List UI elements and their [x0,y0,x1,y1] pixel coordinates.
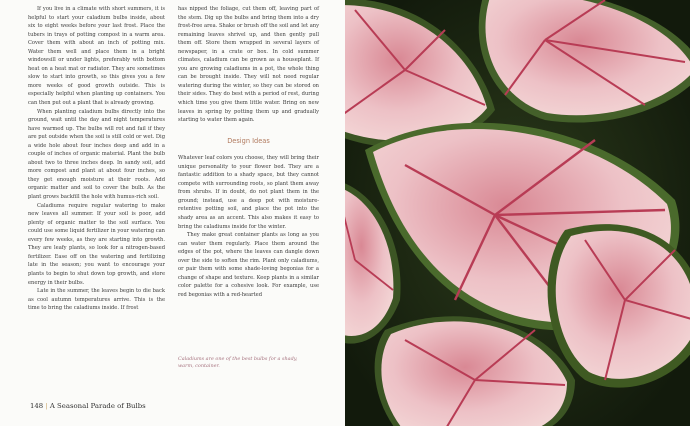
caladium-photo [345,0,690,426]
paragraph: Whatever leaf colors you choose, they will bring their unique personality to your flower bed. They are a fantastic addition to a shady space, but they cannot compete with surrounding roots, so plant them away from shrubs. If in doubt, do not plant them in the ground; instead, use a deep pot with moisture-retentive potting soil, and place the pot into the shady area as an accent. This also makes it easy to bring the caladiums inside for the winter. [178,155,319,230]
folio [30,402,146,410]
paragraph: If you live in a climate with short summers, it is helpful to start your caladium bulbs inside, about six to eight weeks before your last frost. Place the tubers in trays of potting compost in a warm area. Cover them with about an inch of potting mix. Water them well and place them in a bright windowsill or under lights, preferably with bottom heat on a heat mat or radiator. They are sometimes slow to start into growth, so this gives you a few more weeks of good growth outside. This is especially helpful when planting up containers. You can then put out a plant that is already growing. [28,6,165,107]
caladium-leaves-image [345,0,690,426]
paragraph: Caladiums require regular watering to make new leaves all summer. If your soil is poor, add plenty of organic matter to the soil surface. You could use some liquid fertilizer in your watering can every few weeks, as they are starting into growth. They are leafy plants, so look for a nitrogen-based fertilizer. Ease off on the watering and fertilizing late in the season; you want to encourage your plants to begin to shut down top growth, and store energy in their bulbs. [28,202,165,286]
running-title: A Seasonal Parade of Bulbs [49,402,146,410]
photo-caption: Caladiums are one of the best bulbs for a shady, warm, container. [178,355,298,370]
text-column-right [178,5,319,371]
leaf [548,224,690,388]
text-column-left [28,5,165,313]
paragraph: has nipped the foliage, cut them off, leaving part of the stem. Dig up the bulbs and bring them into a dry frost-free area. Shake or brush off the soil and let any remaining leaves shrivel up, and then gently pull them off. Store them wrapped in several layers of newspaper, in a crate or box. In cold summer climates, caladium can be grown as a houseplant. If you are growing caladiums in a pot, the whole thing can be brought inside. They will not need regular watering during the winter, so they can be stored on their sides. They do best with a period of rest, during which time you give them little water. Bring on new leaves in spring by potting them up and gradually starting to water them again. [178,6,319,124]
section-heading: Design Ideas [227,136,270,145]
page-number: 148 [30,402,44,410]
paragraph: They make great container plants as long as you can water them regularly. Place them around the edges of the pot, where the leaves can dangle down over the side to soften the rim. Plant only caladiums, or pair them with some shade-loving begonias for a change of shape and texture. Keep plants in a similar color palette for a cohesive look. For example, use red begonias with a red-hearted [178,232,319,298]
folio-separator: | [45,402,48,410]
paragraph: When planting caladium bulbs directly into the ground, wait until the day and night temperatures have warmed up. The bulbs will rot and fail if they are put outside when the soil is still cold or wet. Dig a wide hole about four inches deep and add in a couple of inches of organic material. Plant the bulb about two to three inches deep. In sandy soil, add more compost and plant at about four inches, so they get enough moisture at their roots. Add organic matter and soil to cover the bulb. As the plant grows backfill the hole with humus-rich soil. [28,108,165,201]
paragraph: Late in the summer, the leaves begin to die back as cool autumn temperatures arrive. This is the time to bring the caladiums inside. If frost [28,288,165,312]
